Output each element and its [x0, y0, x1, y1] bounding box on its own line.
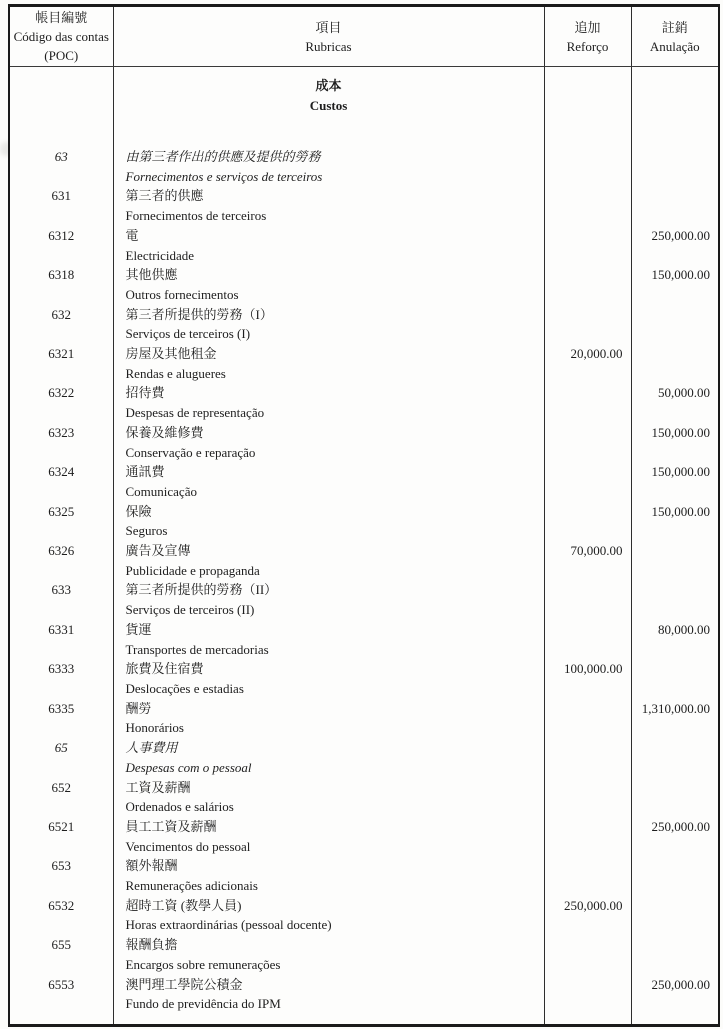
empty-cell: [631, 915, 719, 935]
empty-cell: [544, 1014, 631, 1026]
account-row-translation: [9, 521, 719, 541]
amount-anulacao: 250,000.00: [651, 976, 710, 992]
item-label-zh: 人事費用: [113, 738, 544, 758]
amount-reforco: [544, 738, 631, 758]
amount-anulacao: [631, 305, 719, 325]
table-header-row: [9, 6, 719, 67]
amount-reforco: [544, 699, 631, 719]
item-label-pt: Horas extraordinárias (pessoal docente): [113, 915, 544, 935]
account-row: [9, 817, 719, 837]
account-code: 6335: [9, 699, 113, 719]
item-label-pt: Serviços de terceiros (II): [113, 600, 544, 620]
empty-cell: [631, 797, 719, 817]
empty-cell: [9, 797, 113, 817]
amount-anulacao: [631, 935, 719, 955]
account-row: [9, 935, 719, 955]
account-row-translation: [9, 640, 719, 660]
section-title-pt: Custos: [309, 97, 348, 113]
account-row-translation: [9, 443, 719, 463]
account-code: 6325: [9, 502, 113, 522]
col-header-account-code-pt: Código das contas (POC): [13, 29, 109, 63]
empty-cell: [544, 758, 631, 778]
empty-cell: [9, 640, 113, 660]
empty-cell: [544, 837, 631, 857]
spacer-row: [9, 1014, 719, 1026]
amount-anulacao: 150,000.00: [651, 424, 710, 440]
account-row-translation: [9, 285, 719, 305]
empty-cell: [9, 1014, 113, 1026]
account-row: [9, 738, 719, 758]
amount-reforco: [544, 462, 631, 482]
account-row-translation: [9, 955, 719, 975]
empty-cell: [631, 364, 719, 384]
amount-reforco: [544, 423, 631, 443]
account-code: 6331: [9, 620, 113, 640]
item-label-zh: 第三者所提供的勞務（I）: [113, 305, 544, 325]
item-label-zh: 房屋及其他租金: [113, 344, 544, 364]
col-header-reforco: [544, 6, 631, 67]
account-row: [9, 896, 719, 916]
empty-cell: [631, 758, 719, 778]
account-row-translation: [9, 837, 719, 857]
empty-cell: [9, 206, 113, 226]
empty-cell: [631, 167, 719, 187]
item-label-zh: 報酬負擔: [113, 935, 544, 955]
amount-anulacao: [631, 147, 719, 167]
empty-cell: [544, 521, 631, 541]
empty-cell: [544, 67, 631, 125]
account-row: [9, 147, 719, 167]
item-label-pt: Serviços de terceiros (I): [113, 324, 544, 344]
empty-cell: [544, 876, 631, 896]
account-row: [9, 383, 719, 403]
account-row: [9, 699, 719, 719]
amount-reforco: [544, 620, 631, 640]
account-code: 6326: [9, 541, 113, 561]
empty-cell: [9, 285, 113, 305]
amount-anulacao: [631, 778, 719, 798]
account-code: 632: [9, 305, 113, 325]
account-row: [9, 856, 719, 876]
account-row: [9, 580, 719, 600]
account-row: [9, 620, 719, 640]
account-row: [9, 265, 719, 285]
empty-cell: [9, 67, 113, 125]
account-row: [9, 344, 719, 364]
account-row-translation: [9, 167, 719, 187]
empty-cell: [9, 364, 113, 384]
amount-reforco: [544, 778, 631, 798]
amount-reforco: [544, 226, 631, 246]
item-label-pt: Vencimentos do pessoal: [113, 837, 544, 857]
account-row: [9, 541, 719, 561]
col-header-anulacao-pt: Anulação: [649, 38, 700, 54]
col-header-reforco-pt: Reforço: [566, 38, 609, 54]
account-code: 652: [9, 778, 113, 798]
empty-cell: [631, 837, 719, 857]
item-label-zh: 超時工資 (教學人員): [113, 896, 544, 916]
amount-anulacao: 50,000.00: [658, 385, 710, 401]
empty-cell: [544, 640, 631, 660]
item-label-pt: Publicidade e propaganda: [113, 561, 544, 581]
item-label-pt: Honorários: [113, 718, 544, 738]
account-row-translation: [9, 246, 719, 266]
item-label-zh: 酬勞: [113, 699, 544, 719]
account-row-translation: [9, 561, 719, 581]
account-row: [9, 659, 719, 679]
account-row-translation: [9, 482, 719, 502]
empty-cell: [544, 718, 631, 738]
amount-anulacao: [631, 738, 719, 758]
account-code: 6322: [9, 383, 113, 403]
amount-anulacao: 80,000.00: [658, 621, 710, 637]
account-code: 631: [9, 186, 113, 206]
empty-cell: [631, 640, 719, 660]
item-label-zh: 第三者的供應: [113, 186, 544, 206]
item-label-pt: Seguros: [113, 521, 544, 541]
empty-cell: [631, 521, 719, 541]
empty-cell: [9, 561, 113, 581]
spacer-row: [9, 124, 719, 147]
account-code: 65: [9, 738, 113, 758]
account-code: 6324: [9, 462, 113, 482]
item-label-zh: 員工工資及薪酬: [113, 817, 544, 837]
empty-cell: [631, 679, 719, 699]
account-row-translation: [9, 718, 719, 738]
item-label-zh: 保養及維修費: [113, 423, 544, 443]
item-label-zh: 通訊費: [113, 462, 544, 482]
amount-anulacao: 150,000.00: [651, 267, 710, 283]
account-row-translation: [9, 324, 719, 344]
item-label-zh: 電: [113, 226, 544, 246]
empty-cell: [631, 443, 719, 463]
account-row-translation: [9, 206, 719, 226]
empty-cell: [544, 915, 631, 935]
amount-anulacao: [631, 186, 719, 206]
amount-anulacao: [631, 541, 719, 561]
account-code: 6323: [9, 423, 113, 443]
account-row-translation: [9, 994, 719, 1014]
account-row: [9, 423, 719, 443]
empty-cell: [544, 679, 631, 699]
amount-reforco: [544, 305, 631, 325]
account-row: [9, 502, 719, 522]
col-header-rubricas: [113, 6, 544, 67]
amount-reforco: [544, 383, 631, 403]
amount-anulacao: [631, 580, 719, 600]
item-label-pt: Despesas com o pessoal: [113, 758, 544, 778]
account-row: [9, 778, 719, 798]
amount-anulacao: [631, 896, 719, 916]
empty-cell: [631, 324, 719, 344]
item-label-pt: Remunerações adicionais: [113, 876, 544, 896]
item-label-pt: Electricidade: [113, 246, 544, 266]
empty-cell: [544, 285, 631, 305]
amount-anulacao: 150,000.00: [651, 503, 710, 519]
amount-reforco: [544, 856, 631, 876]
amount-anulacao: [631, 659, 719, 679]
empty-cell: [544, 797, 631, 817]
item-label-pt: Outros fornecimentos: [113, 285, 544, 305]
account-row: [9, 305, 719, 325]
empty-cell: [9, 443, 113, 463]
empty-cell: [9, 521, 113, 541]
empty-cell: [9, 837, 113, 857]
amount-reforco: [544, 935, 631, 955]
account-row-translation: [9, 600, 719, 620]
amount-reforco: [544, 817, 631, 837]
account-code: 653: [9, 856, 113, 876]
amount-reforco: 250,000.00: [544, 896, 631, 916]
item-label-zh: 廣告及宣傳: [113, 541, 544, 561]
empty-cell: [9, 600, 113, 620]
empty-cell: [113, 1014, 544, 1026]
empty-cell: [544, 600, 631, 620]
empty-cell: [544, 403, 631, 423]
empty-cell: [9, 718, 113, 738]
amount-reforco: [544, 975, 631, 995]
section-title-zh: 成本: [315, 78, 342, 93]
item-label-pt: Fundo de previdência do IPM: [113, 994, 544, 1014]
account-code: 6321: [9, 344, 113, 364]
account-row-translation: [9, 679, 719, 699]
account-code: 6532: [9, 896, 113, 916]
empty-cell: [544, 324, 631, 344]
empty-cell: [9, 955, 113, 975]
col-header-rubricas-pt: Rubricas: [305, 38, 352, 54]
col-header-account-code: [9, 6, 113, 67]
item-label-pt: Deslocações e estadias: [113, 679, 544, 699]
account-row: [9, 462, 719, 482]
account-row-translation: [9, 364, 719, 384]
item-label-zh: 工資及薪酬: [113, 778, 544, 798]
amount-anulacao: 250,000.00: [651, 818, 710, 834]
empty-cell: [631, 403, 719, 423]
empty-cell: [544, 994, 631, 1014]
item-label-pt: Fornecimentos e serviços de terceiros: [113, 167, 544, 187]
account-code: 6318: [9, 265, 113, 285]
empty-cell: [631, 955, 719, 975]
empty-cell: [9, 994, 113, 1014]
item-label-pt: Transportes de mercadorias: [113, 640, 544, 660]
item-label-pt: Despesas de representação: [113, 403, 544, 423]
account-row-translation: [9, 915, 719, 935]
empty-cell: [631, 285, 719, 305]
empty-cell: [9, 758, 113, 778]
col-header-anulacao-zh: 註銷: [661, 19, 688, 35]
amount-anulacao: [631, 856, 719, 876]
empty-cell: [544, 364, 631, 384]
empty-cell: [544, 206, 631, 226]
empty-cell: [9, 246, 113, 266]
item-label-pt: Encargos sobre remunerações: [113, 955, 544, 975]
account-row: [9, 975, 719, 995]
account-row-translation: [9, 797, 719, 817]
empty-cell: [631, 600, 719, 620]
amount-anulacao: 1,310,000.00: [641, 700, 710, 716]
account-row-translation: [9, 876, 719, 896]
empty-cell: [9, 482, 113, 502]
col-header-reforco-zh: 追加: [574, 19, 601, 35]
account-code: 633: [9, 580, 113, 600]
item-label-zh: 其他供應: [113, 265, 544, 285]
account-code: 63: [9, 147, 113, 167]
empty-cell: [9, 915, 113, 935]
empty-cell: [9, 679, 113, 699]
empty-cell: [631, 482, 719, 502]
item-label-zh: 招待費: [113, 383, 544, 403]
empty-cell: [631, 561, 719, 581]
account-code: 6333: [9, 659, 113, 679]
item-label-pt: Ordenados e salários: [113, 797, 544, 817]
item-label-zh: 保險: [113, 502, 544, 522]
empty-cell: [631, 876, 719, 896]
amount-reforco: [544, 580, 631, 600]
amount-reforco: [544, 186, 631, 206]
empty-cell: [544, 246, 631, 266]
empty-cell: [631, 1014, 719, 1026]
amount-reforco: [544, 502, 631, 522]
col-header-account-code-zh: 帳目編號: [35, 10, 88, 25]
section-title: [113, 67, 544, 125]
item-label-zh: 澳門理工學院公積金: [113, 975, 544, 995]
amount-reforco: [544, 265, 631, 285]
item-label-pt: Rendas e alugueres: [113, 364, 544, 384]
empty-cell: [631, 67, 719, 125]
item-label-pt: Fornecimentos de terceiros: [113, 206, 544, 226]
account-row-translation: [9, 758, 719, 778]
item-label-zh: 貨運: [113, 620, 544, 640]
empty-cell: [631, 246, 719, 266]
empty-cell: [9, 324, 113, 344]
item-label-zh: 旅費及住宿費: [113, 659, 544, 679]
account-row-translation: [9, 403, 719, 423]
section-title-row: [9, 67, 719, 125]
col-header-anulacao: [631, 6, 719, 67]
account-code: 655: [9, 935, 113, 955]
empty-cell: [544, 561, 631, 581]
empty-cell: [544, 167, 631, 187]
empty-cell: [544, 443, 631, 463]
budget-table: [8, 4, 720, 1027]
amount-reforco: [544, 147, 631, 167]
item-label-pt: Conservação e reparação: [113, 443, 544, 463]
item-label-zh: 第三者所提供的勞務（II）: [113, 580, 544, 600]
account-code: 6521: [9, 817, 113, 837]
empty-cell: [9, 403, 113, 423]
amount-reforco: 70,000.00: [544, 541, 631, 561]
empty-cell: [544, 955, 631, 975]
account-code: 6312: [9, 226, 113, 246]
amount-anulacao: 250,000.00: [651, 227, 710, 243]
item-label-zh: 額外報酬: [113, 856, 544, 876]
account-row: [9, 186, 719, 206]
col-header-rubricas-zh: 項目: [315, 19, 342, 35]
amount-anulacao: [631, 344, 719, 364]
empty-cell: [631, 206, 719, 226]
amount-anulacao: 150,000.00: [651, 464, 710, 480]
empty-cell: [631, 718, 719, 738]
empty-cell: [9, 876, 113, 896]
account-code: 6553: [9, 975, 113, 995]
empty-cell: [544, 482, 631, 502]
item-label-zh: 由第三者作出的供應及提供的勞務: [113, 147, 544, 167]
amount-reforco: 20,000.00: [544, 344, 631, 364]
account-row: [9, 226, 719, 246]
item-label-pt: Comunicação: [113, 482, 544, 502]
empty-cell: [631, 994, 719, 1014]
empty-cell: [9, 167, 113, 187]
amount-reforco: 100,000.00: [544, 659, 631, 679]
